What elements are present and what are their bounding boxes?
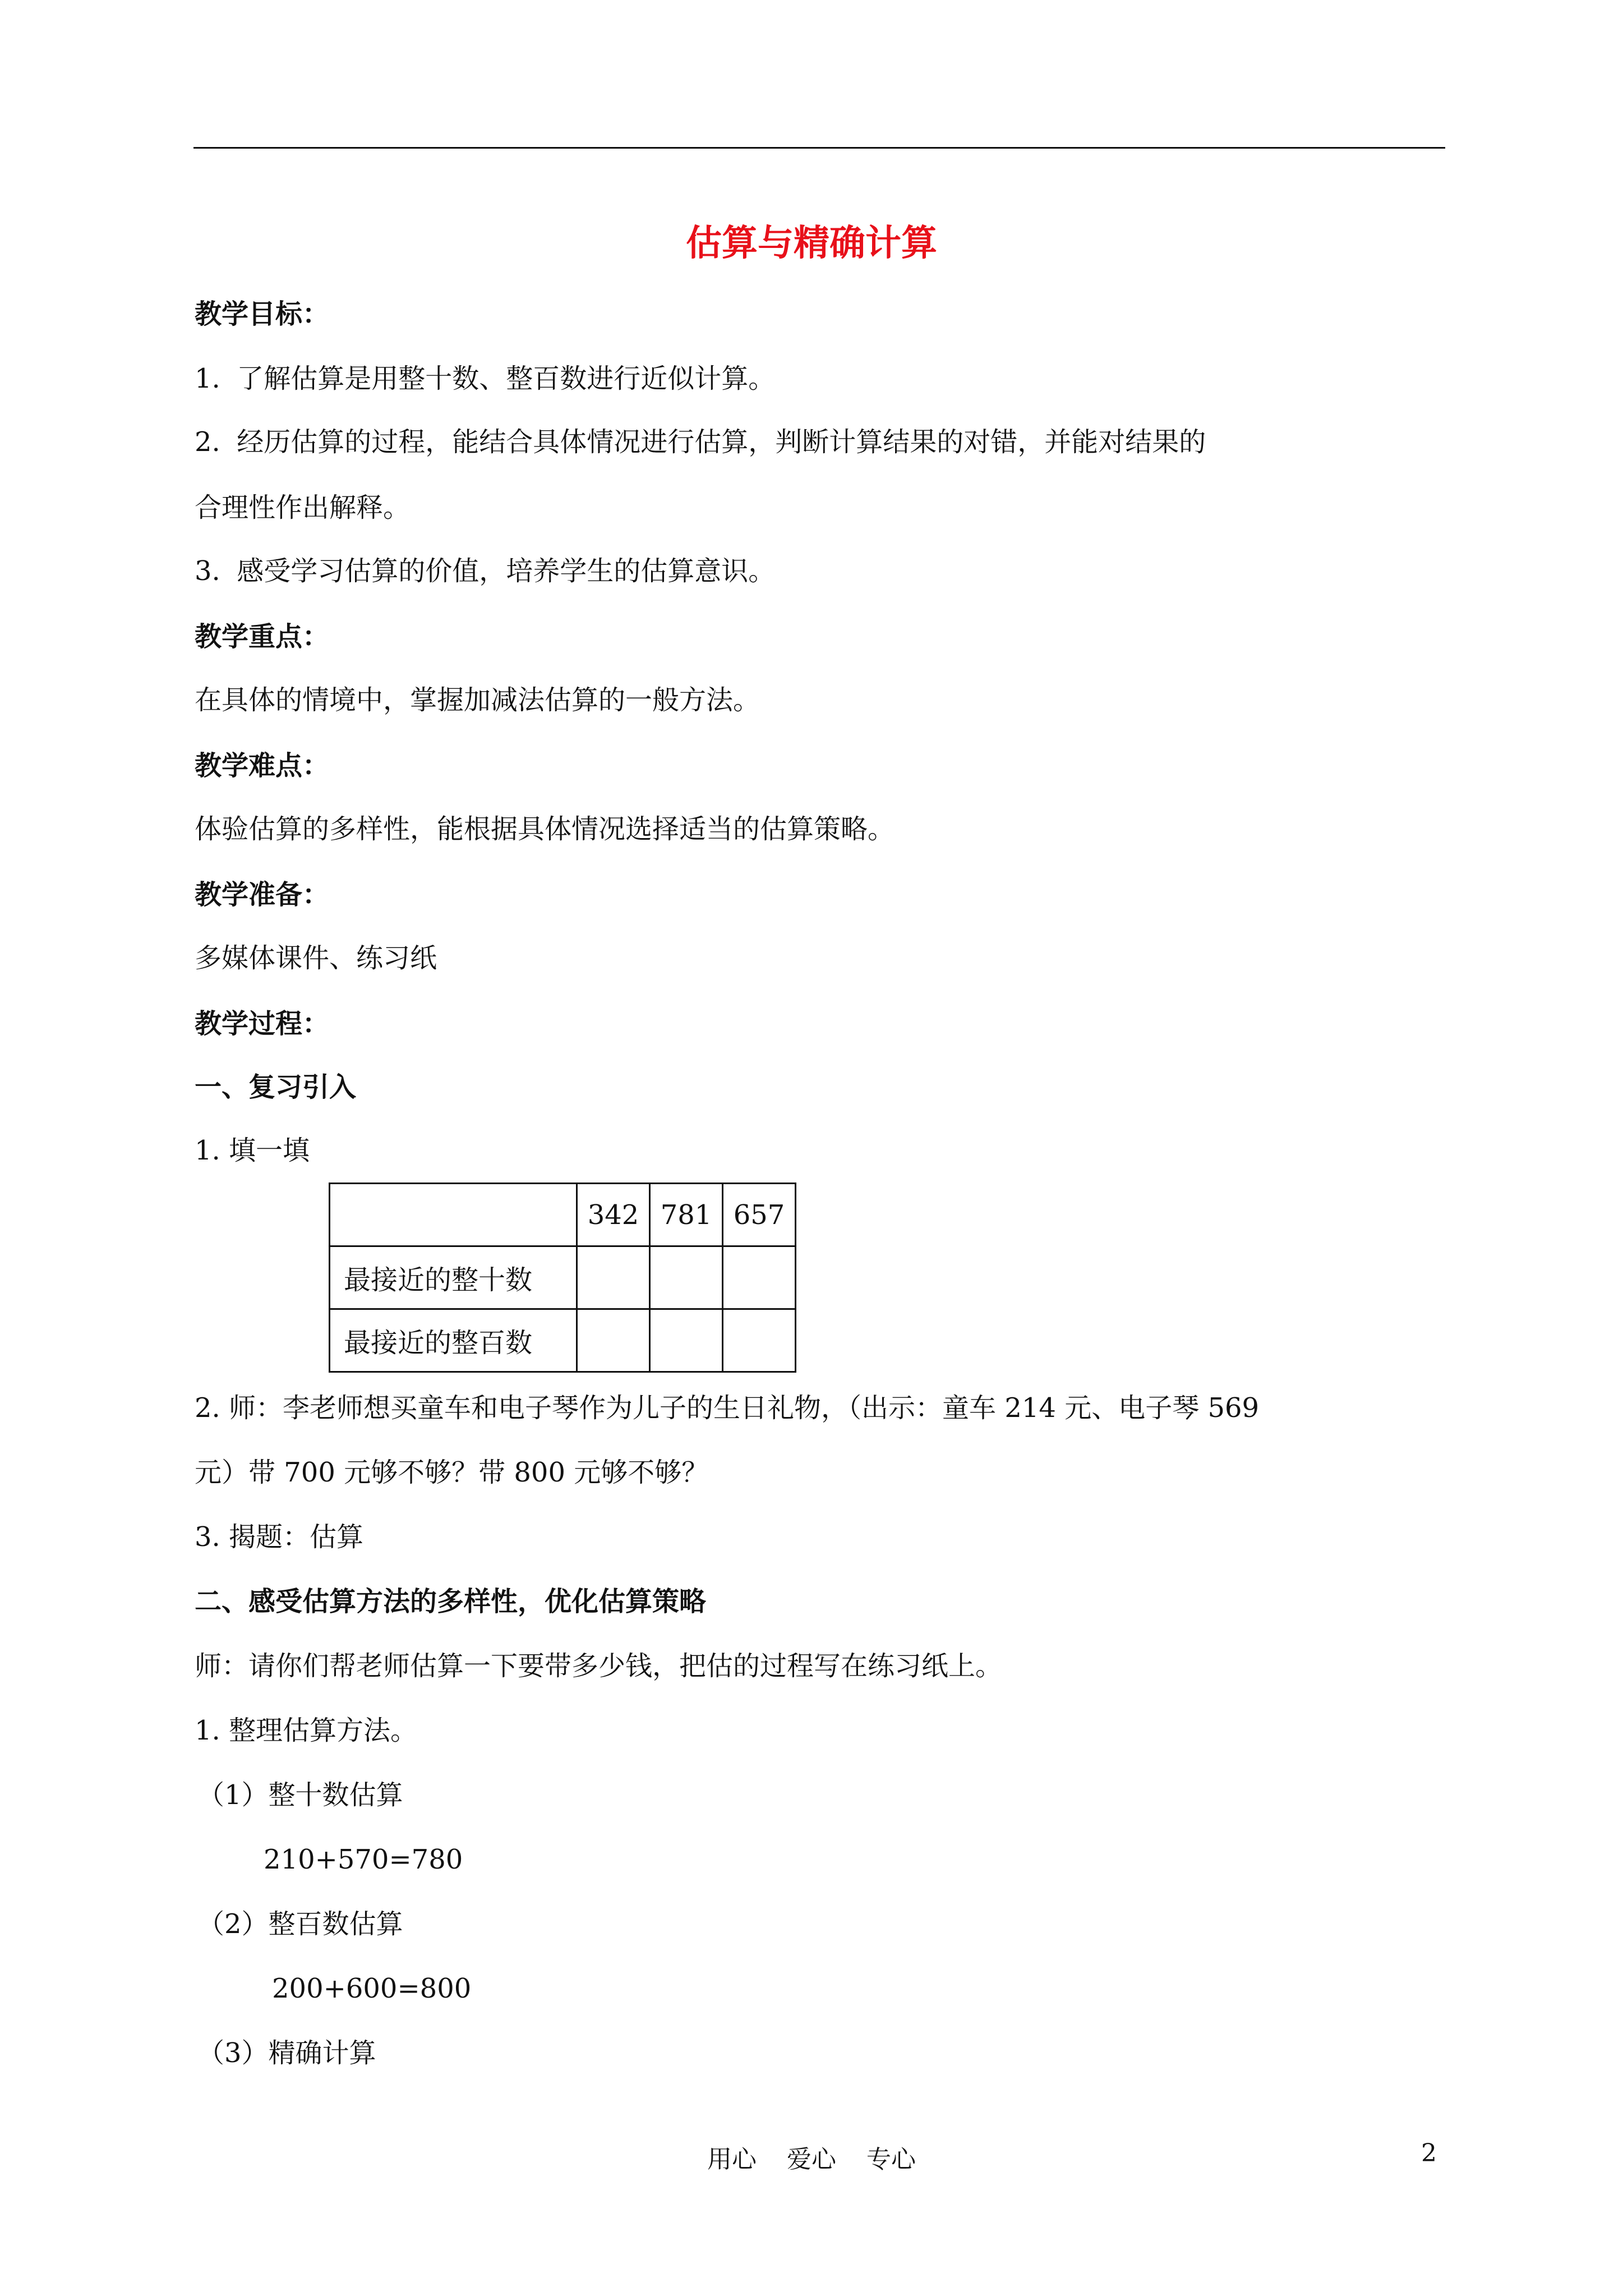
process-heading: 教学过程：: [195, 1008, 330, 1039]
preparation-text: 多媒体课件、练习纸: [195, 942, 437, 974]
goal-item-3: [195, 554, 775, 588]
key-points-heading: 教学重点：: [195, 621, 330, 652]
goal-item-number: 1.: [195, 363, 220, 394]
goals-heading: 教学目标：: [195, 298, 330, 330]
goal-item-1: [195, 362, 775, 395]
preparation-heading: 教学准备：: [195, 879, 330, 910]
header-rule: [193, 147, 1445, 149]
goal-item-number: 2.: [195, 426, 220, 458]
fill-in-table: [329, 1182, 796, 1373]
table-cell: [650, 1309, 723, 1372]
table-header-cell: 781: [650, 1184, 723, 1246]
table-cell: [577, 1309, 650, 1372]
difficulty-heading: 教学难点：: [195, 750, 330, 781]
part1-item3: 3. 揭题：估算: [195, 1521, 364, 1553]
table-cell: [650, 1246, 723, 1309]
goal-item-text: 了解估算是用整十数、整百数进行近似计算。: [237, 363, 776, 394]
table-row: [330, 1246, 796, 1309]
goal-item-text: 经历估算的过程，能结合具体情况进行估算，判断计算结果的对错，并能对结果的: [237, 426, 1206, 458]
goal-item-text: 感受学习估算的价值，培养学生的估算意识。: [237, 555, 776, 587]
method-1-calculation: 210+570=780: [264, 1844, 463, 1875]
key-points-text: 在具体的情境中，掌握加减法估算的一般方法。: [195, 684, 760, 716]
part1-heading: 一、复习引入: [195, 1071, 357, 1103]
table-cell: [577, 1246, 650, 1309]
table-header-row: [330, 1184, 796, 1246]
part1-item2-continued: 元）带 700 元够不够？带 800 元够不够？: [195, 1457, 709, 1488]
table-row-label: 最接近的整十数: [330, 1246, 577, 1309]
document-title: 估算与精确计算: [686, 223, 937, 264]
footer-motto: 用心 爱心 专心: [707, 2145, 916, 2174]
table-header-cell: 342: [577, 1184, 650, 1246]
method-1: （1）整十数估算: [197, 1779, 403, 1811]
method-2-calculation: 200+600=800: [272, 1973, 472, 2004]
goal-item-number: 3.: [195, 555, 220, 587]
table-row: [330, 1309, 796, 1372]
part2-item1: 1. 整理估算方法。: [195, 1715, 418, 1746]
part2-intro: 师：请你们帮老师估算一下要带多少钱，把估的过程写在练习纸上。: [195, 1650, 1003, 1682]
part1-item1: 1. 填一填: [195, 1135, 310, 1166]
method-2: （2）整百数估算: [197, 1908, 403, 1940]
part2-heading: 二、感受估算方法的多样性，优化估算策略: [195, 1586, 707, 1617]
table-header-cell: 657: [723, 1184, 796, 1246]
page-number: 2: [1421, 2139, 1437, 2168]
table-cell: [330, 1184, 577, 1246]
goal-item-2-continued: 合理性作出解释。: [195, 492, 411, 523]
table-cell: [723, 1246, 796, 1309]
part1-item2: 2. 师：李老师想买童车和电子琴作为儿子的生日礼物，（出示：童车 214 元、电子琴 569: [195, 1392, 1260, 1424]
table-row-label: 最接近的整百数: [330, 1309, 577, 1372]
method-3: （3）精确计算: [197, 2037, 376, 2069]
table-cell: [723, 1309, 796, 1372]
goal-item-2: [195, 425, 1206, 459]
difficulty-text: 体验估算的多样性，能根据具体情况选择适当的估算策略。: [195, 813, 895, 845]
